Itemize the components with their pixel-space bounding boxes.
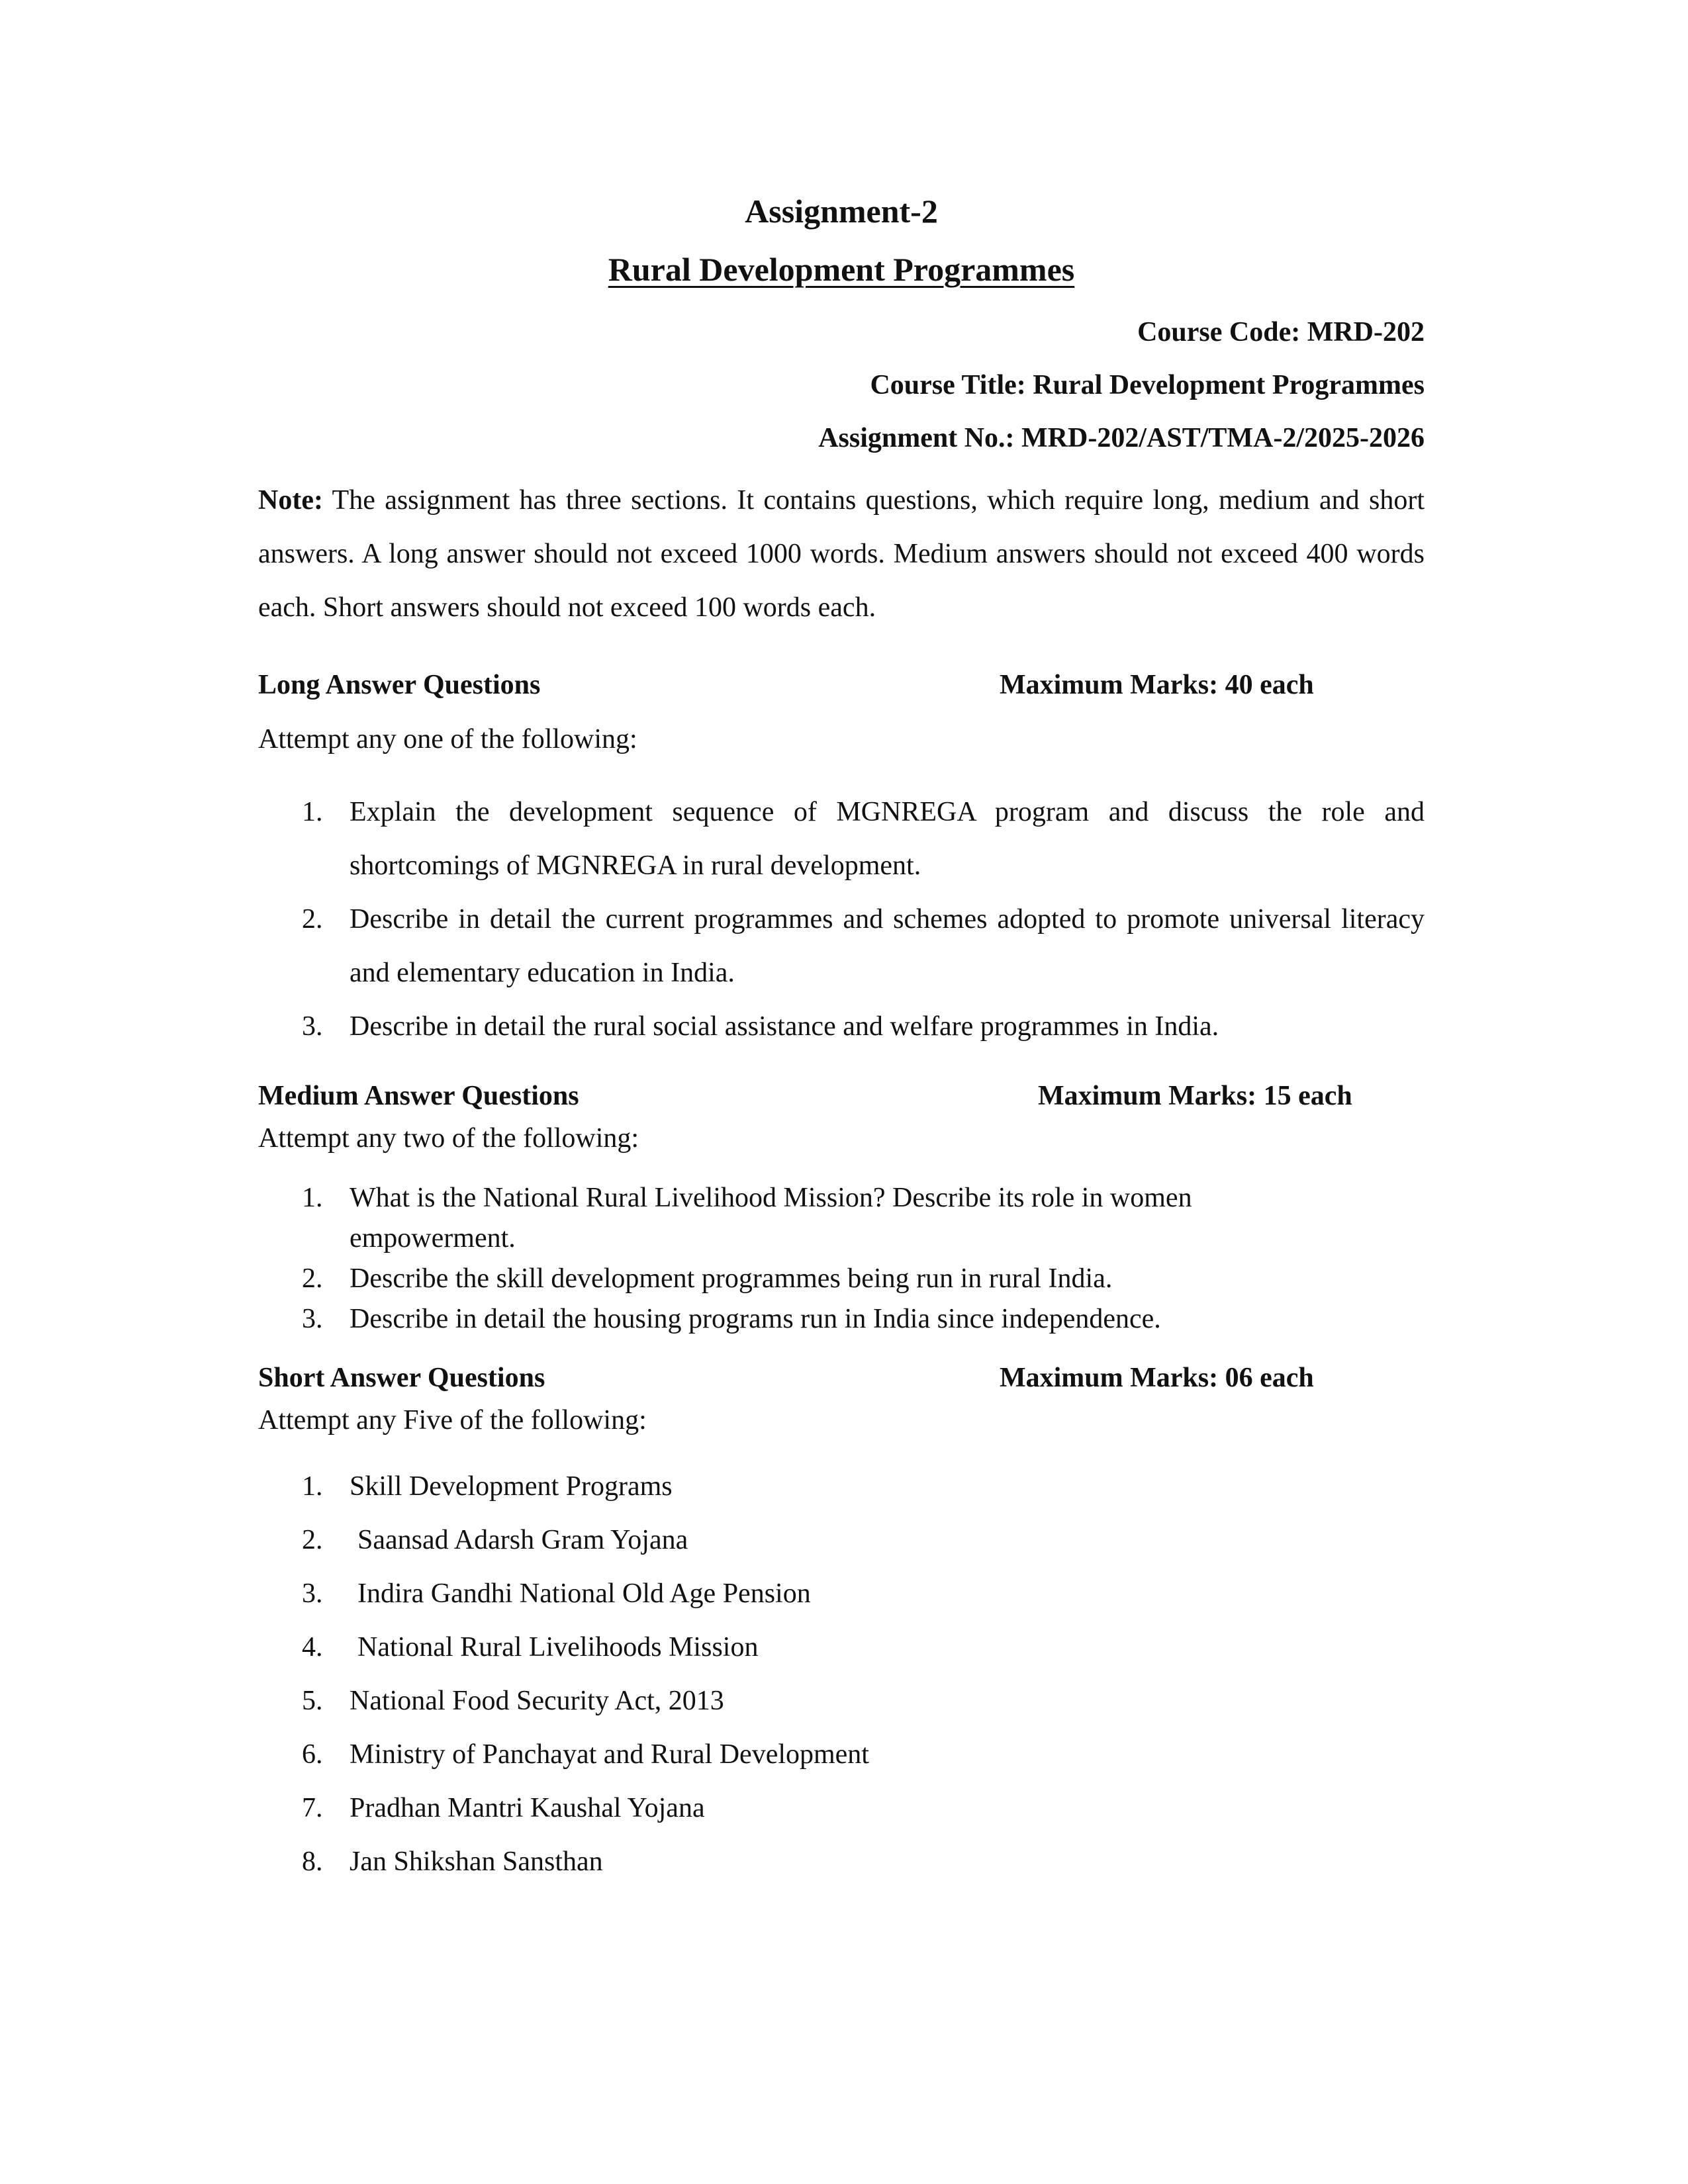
long-answer-header <box>258 665 1425 705</box>
long-answer-heading: Long Answer Questions <box>258 670 541 700</box>
item-text: National Rural Livelihoods Mission <box>357 1632 759 1662</box>
item-text: National Food Security Act, 2013 <box>350 1686 724 1716</box>
medium-answer-marks: Maximum Marks: 15 each <box>1038 1081 1352 1111</box>
item-number: 3. <box>302 1304 323 1334</box>
list-item <box>258 1460 1425 1514</box>
list-item <box>258 1000 1425 1054</box>
list-item <box>258 893 1425 1000</box>
assignment-page <box>258 179 1425 1889</box>
item-text: Jan Shikshan Sansthan <box>350 1846 603 1877</box>
list-item <box>258 1299 1425 1340</box>
item-number: 7. <box>302 1793 323 1823</box>
course-title: Course Title: Rural Development Programmes <box>870 370 1425 400</box>
list-item <box>258 1259 1425 1299</box>
item-text: Pradhan Mantri Kaushal Yojana <box>350 1793 705 1823</box>
medium-answer-heading: Medium Answer Questions <box>258 1081 579 1111</box>
item-number: 3. <box>302 1011 323 1042</box>
long-answer-marks: Maximum Marks: 40 each <box>1000 670 1314 700</box>
short-answer-marks: Maximum Marks: 06 each <box>1000 1363 1314 1393</box>
short-answer-list <box>258 1460 1425 1889</box>
item-number: 1. <box>302 1471 323 1502</box>
item-text: Describe the skill development programmes being run in rural India. <box>350 1263 1113 1294</box>
short-answer-heading: Short Answer Questions <box>258 1363 545 1393</box>
list-item <box>258 1728 1425 1782</box>
list-item <box>258 1567 1425 1621</box>
medium-answer-header <box>258 1076 1425 1116</box>
document-subtitle: Rural Development Programmes <box>608 251 1075 288</box>
item-number: 3. <box>302 1578 323 1609</box>
item-text: Ministry of Panchayat and Rural Development <box>350 1739 869 1770</box>
note-paragraph <box>258 474 1425 635</box>
item-text: Describe in detail the rural social assistance and welfare programmes in India. <box>350 1011 1219 1042</box>
list-item <box>258 786 1425 893</box>
course-code: Course Code: MRD-202 <box>1137 317 1425 347</box>
item-text: Skill Development Programs <box>350 1471 673 1502</box>
item-text: What is the National Rural Livelihood Mission? Describe its role in women empowerment. <box>350 1183 1192 1253</box>
medium-answer-instruction: Attempt any two of the following: <box>258 1123 639 1154</box>
note-label: Note: <box>258 485 323 516</box>
list-item <box>258 1674 1425 1728</box>
item-text: Indira Gandhi National Old Age Pension <box>357 1578 811 1609</box>
assignment-number: Assignment No.: MRD-202/AST/TMA-2/2025-2026 <box>818 423 1425 453</box>
list-item <box>258 1178 1425 1259</box>
item-text: Saansad Adarsh Gram Yojana <box>357 1525 688 1555</box>
item-number: 8. <box>302 1846 323 1877</box>
short-answer-header <box>258 1358 1425 1398</box>
item-number: 5. <box>302 1686 323 1716</box>
document-title: Assignment-2 <box>745 193 938 230</box>
item-text: Explain the development sequence of MGNREGA program and discuss the role and shortcomings of MGNREGA in rural development. <box>350 797 1425 881</box>
item-number: 2. <box>302 1525 323 1555</box>
item-number: 2. <box>302 1263 323 1294</box>
item-number: 1. <box>302 797 323 827</box>
long-answer-list <box>258 786 1425 1054</box>
short-answer-instruction: Attempt any Five of the following: <box>258 1405 647 1435</box>
item-text: Describe in detail the current programmes and schemes adopted to promote universal literacy and elementary education in India. <box>350 904 1425 988</box>
medium-answer-list <box>258 1178 1425 1340</box>
list-item <box>258 1621 1425 1674</box>
long-answer-instruction: Attempt any one of the following: <box>258 724 637 754</box>
item-number: 1. <box>302 1183 323 1213</box>
item-text: Describe in detail the housing programs run in India since independence. <box>350 1304 1161 1334</box>
note-text: The assignment has three sections. It contains questions, which require long, medium and short answers. A long answer should not exceed 1000 words. Medium answers should not exceed 400 words each. Short answers should not exceed 100 words each. <box>258 485 1425 623</box>
item-number: 2. <box>302 904 323 934</box>
list-item <box>258 1835 1425 1889</box>
item-number: 6. <box>302 1739 323 1770</box>
list-item <box>258 1782 1425 1835</box>
list-item <box>258 1514 1425 1567</box>
item-number: 4. <box>302 1632 323 1662</box>
course-meta <box>258 306 1425 465</box>
